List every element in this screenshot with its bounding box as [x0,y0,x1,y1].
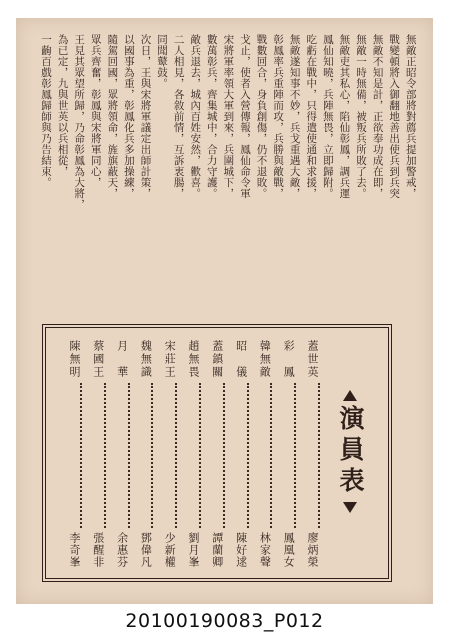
prose-column: 王見其眾望所歸，乃命彰鳳為大將， [73,34,86,210]
cast-entry [250,340,272,568]
leader-dots [227,383,249,528]
triangle-up-icon [343,390,357,401]
leader-dots [298,383,320,528]
prose-column: 戈止，使者入營傳報，鳳仙命令軍 [238,34,251,199]
cast-list-box [42,324,392,582]
prose-column: 二人相見，各敘前情，互訴衷腸， [172,34,185,199]
role-name: 蓋鎮關 [210,340,224,379]
cast-entry [155,340,177,568]
archive-id-caption: 20100190083_P012 [125,610,324,632]
triangle-down-icon [343,502,357,513]
prose-column: 鳳仙知曉，兵陣無畏，立即歸附。 [321,34,334,199]
cast-title [332,390,368,513]
prose-text-block [38,34,418,316]
leader-dots [108,383,130,528]
prose-column: 敵兵退去，城內百姓安然，歡喜。 [189,34,202,199]
cast-entry [179,340,201,568]
actor-name: 陳好逑 [234,532,248,568]
cast-entry [108,340,130,568]
leader-dots [274,383,296,528]
prose-column: 無敵遂知事不妙，兵戈重遇大敵， [288,34,301,199]
leader-dots [131,383,153,528]
actor-name: 廖炳榮 [305,532,319,568]
prose-column: 為已定，九與世英以兵相從， [56,34,69,177]
cast-entry [131,340,153,568]
prose-column: 無敵吏其私心，陷仙彰鳳，調兵運 [338,34,351,199]
prose-column: 一齣百戲彰鳳歸師與乃告結束。 [40,34,52,188]
actor-name: 劉月峯 [186,532,200,568]
leader-dots [203,383,225,528]
role-name: 陳無明 [68,340,81,379]
prose-column: 戰數回合，身負創傷，仍不退敗。 [255,34,268,199]
prose-column: 戰變頓將入御翻地善出使兵到兵突 [388,34,401,199]
leader-dots [179,383,201,528]
actor-name: 譚蘭卿 [210,532,224,568]
prose-column: 無敵不知是計，正欲奉功成在即， [371,34,384,199]
role-name: 蓋世英 [305,340,319,379]
leader-dots [155,383,177,528]
prose-column: 無敵一時無備，被叛兵所敗了去。 [354,34,367,199]
actor-name: 鄧偉凡 [139,532,153,568]
role-name: 宋莊王 [163,340,177,379]
actor-name: 余惠芬 [115,532,129,568]
prose-column: 同聞鼙鼓。 [156,34,169,89]
actor-name: 張醒非 [91,532,105,568]
role-name: 月 華 [115,340,129,379]
prose-column: 隨駕回國，眾將領命，旌旗蔽天， [106,34,119,199]
role-name: 彩 鳳 [282,340,296,379]
prose-column: 無敵正昭令部將對薦兵提加警戒， [404,34,417,199]
actor-name: 林家聲 [258,532,272,568]
cast-entry [60,340,82,568]
role-name: 魏無識 [139,340,153,379]
leader-dots [60,383,82,528]
cast-list [60,340,320,568]
cast-entry [203,340,225,568]
role-name: 韓無敵 [258,340,272,379]
prose-column: 吃虧在戰中，只得遣使通和求援， [305,34,318,199]
prose-column: 數萬彰兵，齊集城中，合力守護。 [205,34,218,199]
role-name: 蔡國王 [91,340,105,379]
leader-dots [84,383,106,528]
role-name: 昭 儀 [234,340,248,379]
cast-entry [227,340,249,568]
leader-dots [250,383,272,528]
prose-column: 眾兵齊奮，彰鳳與宋將軍同心， [89,34,102,188]
role-name: 趙無畏 [186,340,200,379]
prose-column: 以國事為重，彰鳳化兵多加操練， [122,34,135,199]
prose-column: 彰鳳率兵重陣而攻，兵勝與敵戰， [272,34,285,199]
actor-name: 李奇峯 [68,532,81,568]
actor-name: 少新權 [163,532,177,568]
cast-entry [274,340,296,568]
prose-column: 宋將軍率領大軍到來，兵圍城下， [222,34,235,199]
cast-title-text: 演員表 [336,405,365,498]
prose-column: 次日，王與宋將軍議定出師計策， [139,34,152,199]
cast-entry [84,340,106,568]
actor-name: 鳳凰女 [282,532,296,568]
cast-entry [298,340,320,568]
